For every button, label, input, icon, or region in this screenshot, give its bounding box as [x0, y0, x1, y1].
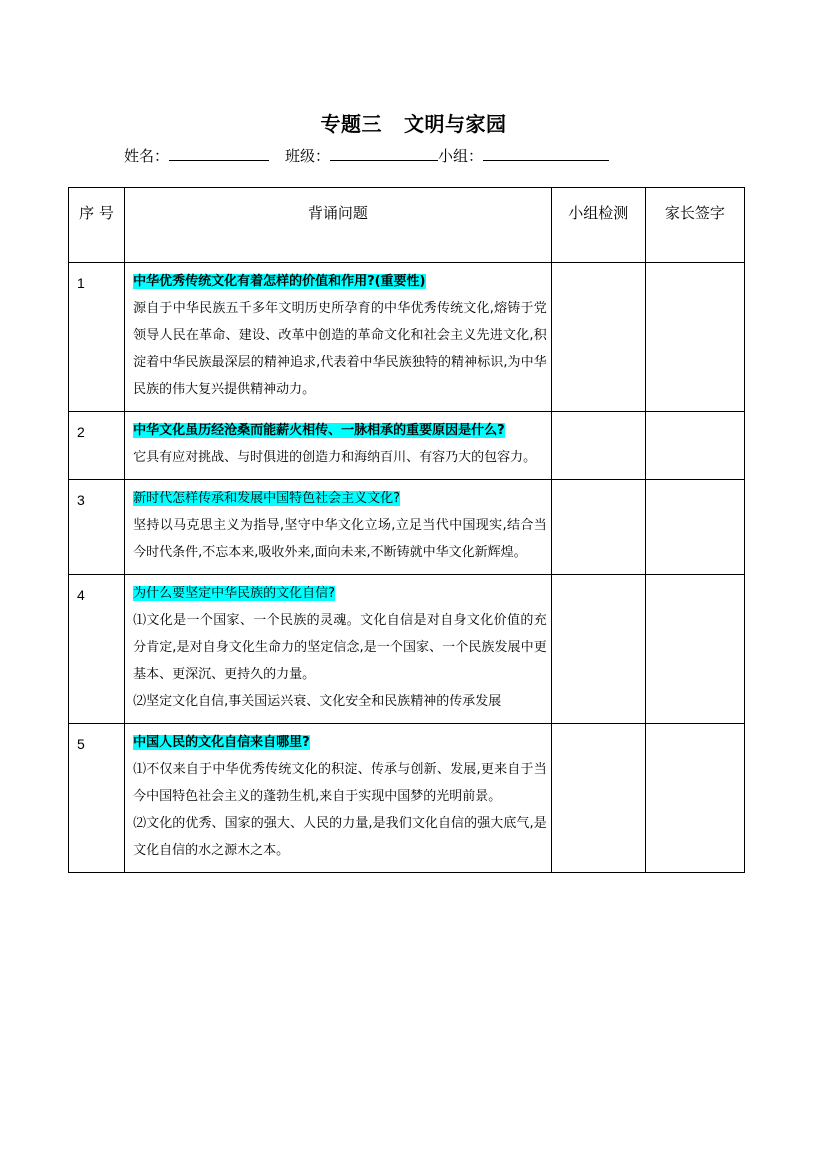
- table-row: [69, 412, 745, 480]
- answer-paragraph: 它具有应对挑战、与时俱进的创造力和海纳百川、有容乃大的包容力。: [133, 450, 537, 465]
- row-content: [125, 724, 552, 873]
- table-row: [69, 575, 745, 724]
- parent-sign-cell[interactable]: [645, 412, 744, 480]
- group-check-cell[interactable]: [551, 480, 645, 575]
- row-number: 4: [69, 575, 125, 724]
- recitation-table: [68, 187, 745, 873]
- table-row: [69, 263, 745, 412]
- parent-sign-cell[interactable]: [645, 724, 744, 873]
- question-text: 中华优秀传统文化有着怎样的价值和作用?(重要性): [133, 274, 426, 289]
- answer-paragraph: ⑵坚定文化自信,事关国运兴衰、文化安全和民族精神的传承发展: [133, 694, 502, 709]
- header-number: 序 号: [69, 188, 125, 263]
- title-subject: 文明与家园: [404, 112, 507, 136]
- group-blank[interactable]: [483, 144, 609, 161]
- row-content: [125, 480, 552, 575]
- header-question: 背诵问题: [125, 188, 552, 263]
- answer-paragraph: ⑴文化是一个国家、一个民族的灵魂。文化自信是对自身文化价值的充分肯定,是对自身文化生命力的坚定信念,是一个国家、一个民族发展中更基本、更深沉、更持久的力量。: [133, 613, 547, 682]
- answer-paragraph: 源自于中华民族五千多年文明历史所孕育的中华优秀传统文化,熔铸于党领导人民在革命、建设、改革中创造的革命文化和社会主义先进文化,积淀着中华民族最深层的精神追求,代表着中华民族独特的精神标识,为中华民族的伟大复兴提供精神动力。: [133, 301, 547, 397]
- parent-sign-cell[interactable]: [645, 263, 744, 412]
- header-parent-sign: 家长签字: [645, 188, 744, 263]
- table-header-row: [69, 188, 745, 263]
- group-label: 小组：: [438, 147, 484, 165]
- answer-paragraph: ⑵文化的优秀、国家的强大、人民的力量,是我们文化自信的强大底气,是文化自信的水之源木之本。: [133, 816, 547, 858]
- row-content: [125, 263, 552, 412]
- name-blank[interactable]: [169, 144, 269, 161]
- header-group-check: 小组检测: [551, 188, 645, 263]
- row-number: 5: [69, 724, 125, 873]
- question-text: 中国人民的文化自信来自哪里?: [133, 735, 310, 750]
- question-text: 为什么要坚定中华民族的文化自信?: [133, 586, 335, 601]
- answer-paragraph: ⑴不仅来自于中华优秀传统文化的积淀、传承与创新、发展,更来自于当今中国特色社会主义的蓬勃生机,来自于实现中国梦的光明前景。: [133, 762, 547, 804]
- question-text: 新时代怎样传承和发展中国特色社会主义文化?: [133, 491, 400, 506]
- title-topic: 专题三: [320, 112, 382, 136]
- group-check-cell[interactable]: [551, 724, 645, 873]
- row-number: 1: [69, 263, 125, 412]
- question-text: 中华文化虽历经沧桑而能薪火相传、一脉相承的重要原因是什么?: [133, 423, 505, 438]
- parent-sign-cell[interactable]: [645, 575, 744, 724]
- row-number: 3: [69, 480, 125, 575]
- class-blank[interactable]: [330, 144, 438, 161]
- page-title: [0, 108, 827, 137]
- name-label: 姓名：: [124, 147, 170, 165]
- parent-sign-cell[interactable]: [645, 480, 744, 575]
- group-check-cell[interactable]: [551, 412, 645, 480]
- answer-paragraph: 坚持以马克思主义为指导,坚守中华文化立场,立足当代中国现实,结合当今时代条件,不忘本来,吸收外来,面向未来,不断铸就中华文化新辉煌。: [133, 518, 547, 560]
- table-row: [69, 724, 745, 873]
- class-label: 班级：: [285, 147, 331, 165]
- row-number: 2: [69, 412, 125, 480]
- student-info-line: [124, 144, 609, 166]
- group-check-cell[interactable]: [551, 575, 645, 724]
- group-check-cell[interactable]: [551, 263, 645, 412]
- row-content: [125, 412, 552, 480]
- row-content: [125, 575, 552, 724]
- table-row: [69, 480, 745, 575]
